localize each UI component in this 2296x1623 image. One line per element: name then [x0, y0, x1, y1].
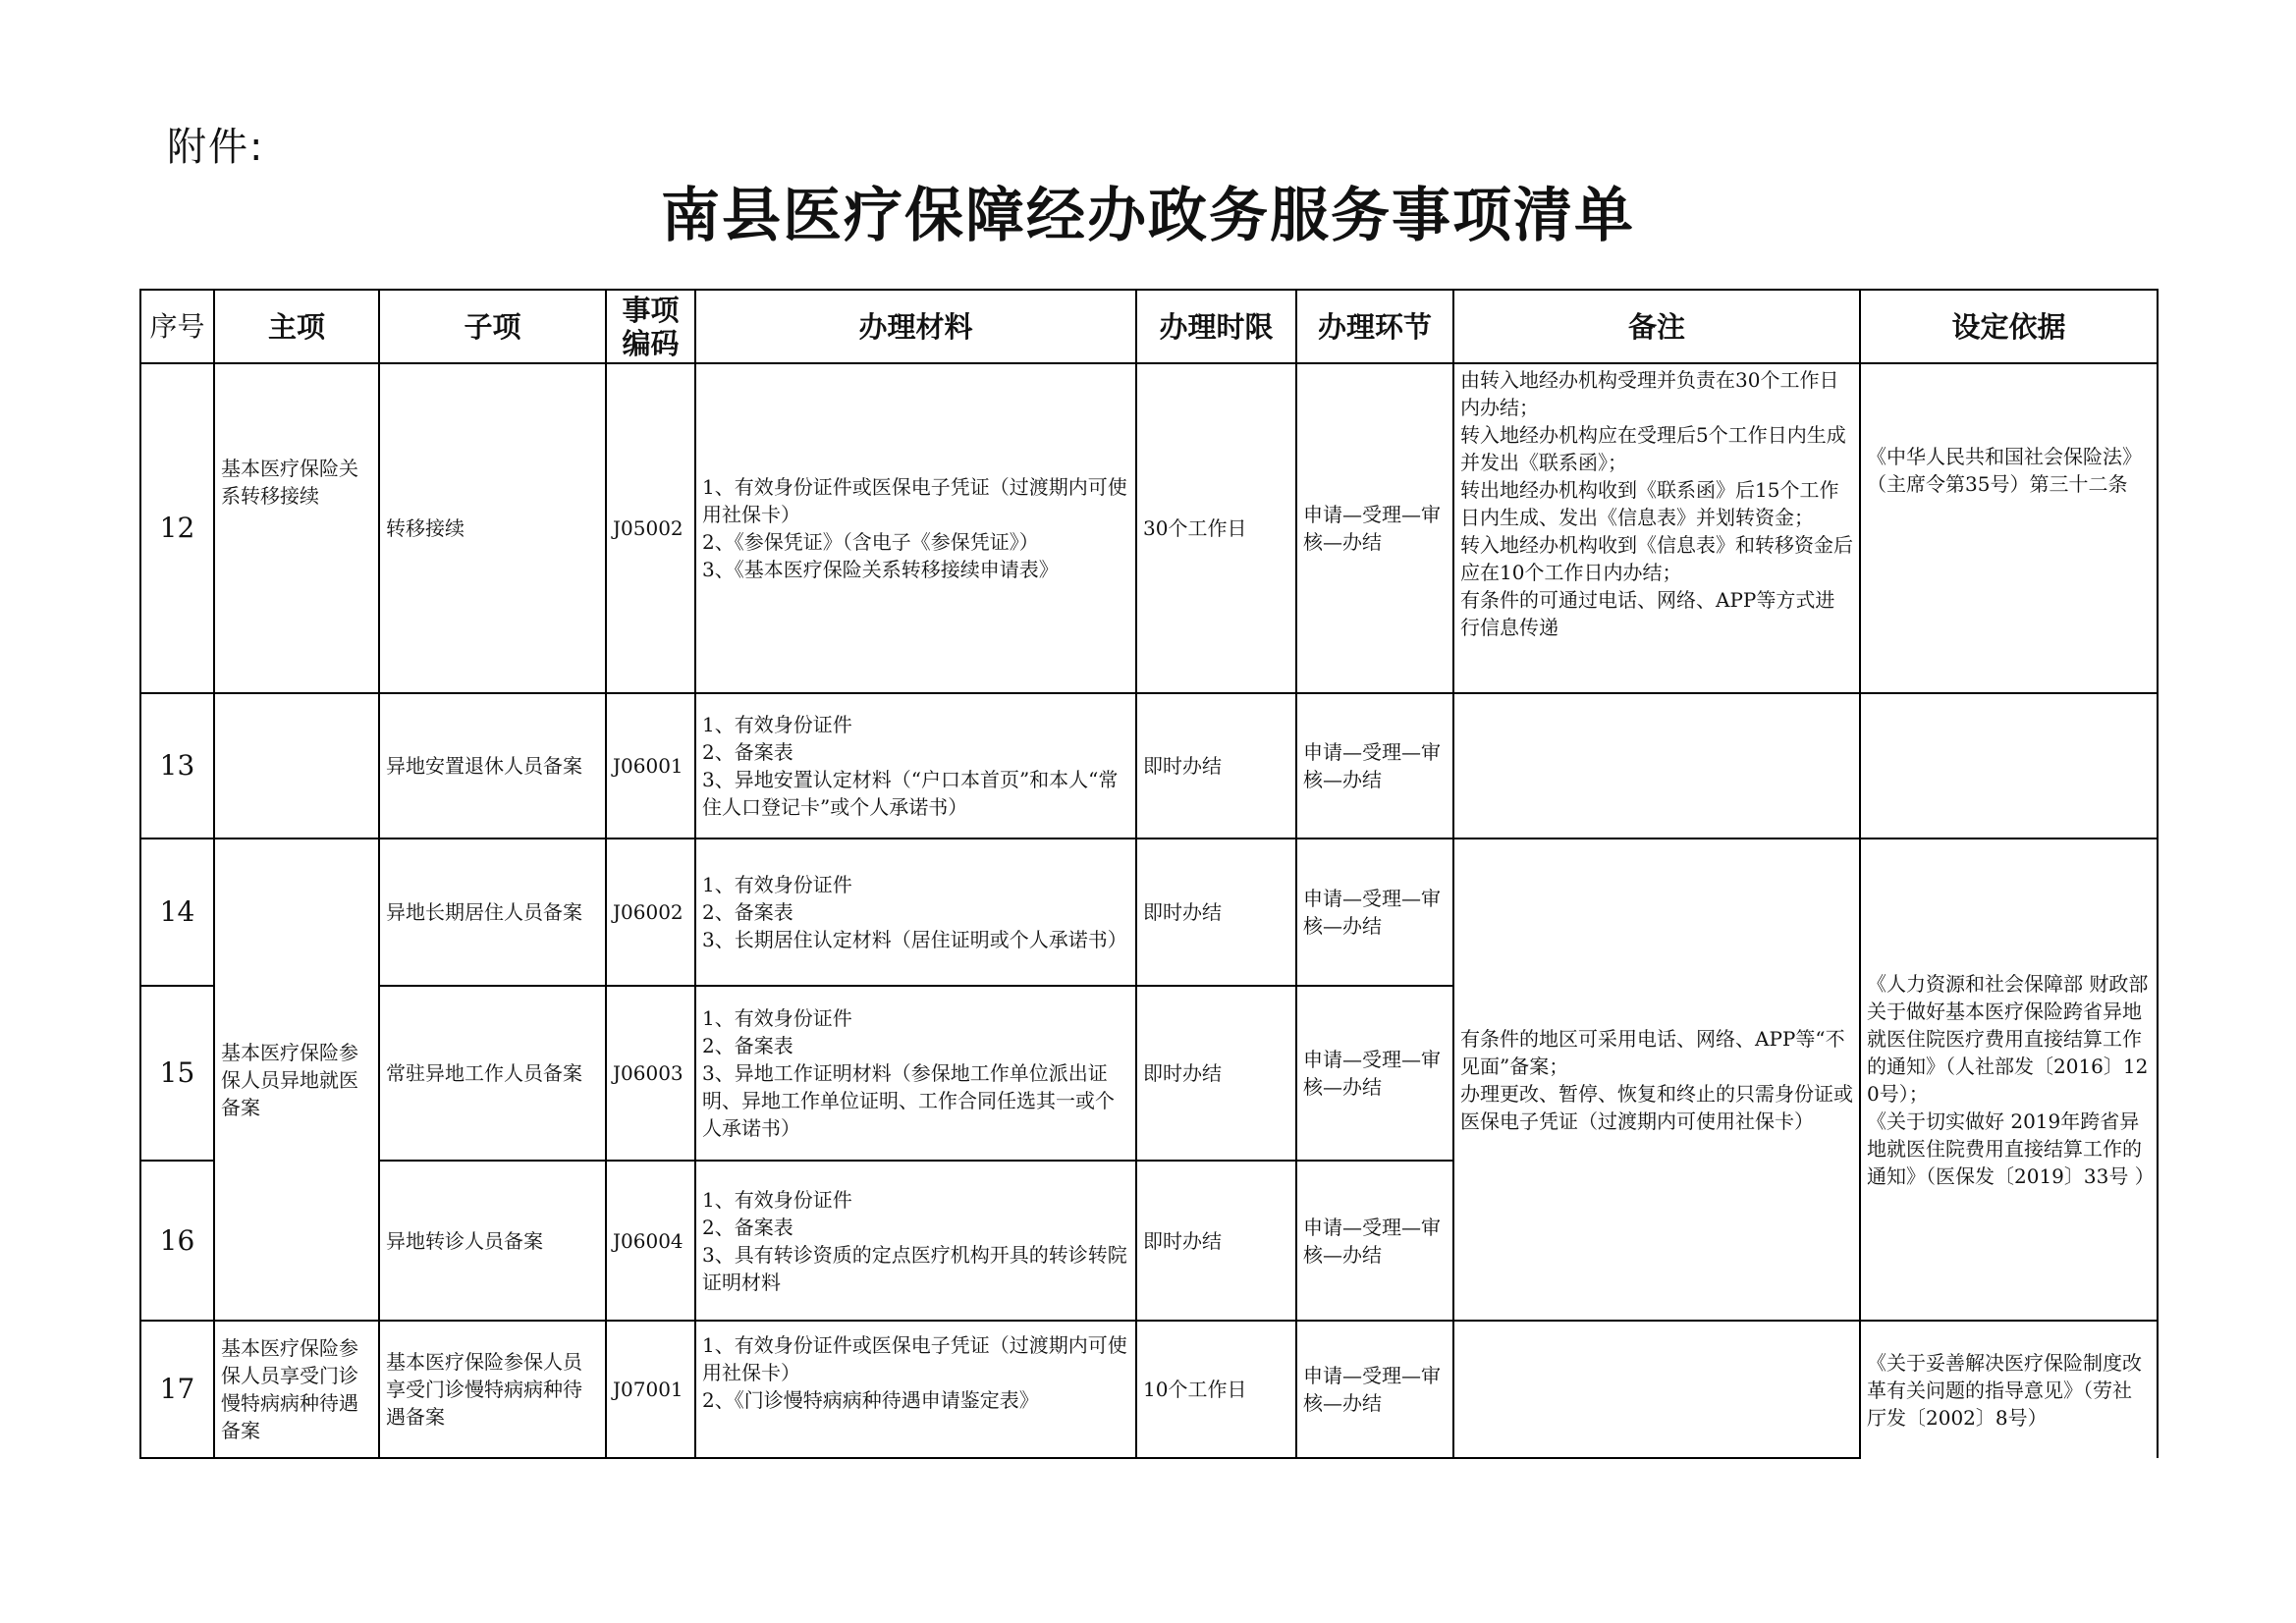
header-seq: 序号: [140, 290, 214, 363]
row-code: J06002: [606, 839, 695, 986]
row-materials: 1、有效身份证件 2、备案表 3、异地工作证明材料（参保地工作单位派出证明、异地工作单位证明、工作合同任选其一或个人承诺书）: [695, 986, 1136, 1161]
row-main-item: [214, 693, 379, 839]
row-seq: 13: [140, 693, 214, 839]
row-code: J06003: [606, 986, 695, 1161]
page-title: 南县医疗保障经办政务服务事项清单: [661, 182, 1635, 250]
row-sub-item: 异地长期居住人员备案: [379, 839, 606, 986]
row-process: 申请—受理—审核—办结: [1296, 839, 1453, 986]
row-seq: 15: [140, 986, 214, 1161]
row-main-item: 基本医疗保险关系转移接续: [214, 363, 379, 693]
group-basis: 《人力资源和社会保障部 财政部关于做好基本医疗保险跨省异地就医住院医疗费用直接结算工作的通知》（人社部发〔2016〕120号）； 《关于切实做好 2019年跨省异地就医住院费用直接结算工作的通知》（医保发〔2019〕33号 ）: [1860, 839, 2158, 1321]
row-seq: 16: [140, 1161, 214, 1321]
group-remarks: 有条件的地区可采用电话、网络、APP等“不见面”备案； 办理更改、暂停、恢复和终止的只需身份证或医保电子凭证（过渡期内可使用社保卡）: [1453, 839, 1860, 1321]
header-time-limit: 办理时限: [1136, 290, 1296, 363]
row-time-limit: 即时办结: [1136, 1161, 1296, 1321]
row-process: 申请—受理—审核—办结: [1296, 1161, 1453, 1321]
table-row: [140, 363, 2158, 693]
row-process: 申请—受理—审核—办结: [1296, 363, 1453, 693]
row-time-limit: 10个工作日: [1136, 1321, 1296, 1458]
attachment-label: 附件:: [167, 125, 265, 170]
header-materials: 办理材料: [695, 290, 1136, 363]
header-main-item: 主项: [214, 290, 379, 363]
row-sub-item: 常驻异地工作人员备案: [379, 986, 606, 1161]
row-code: J05002: [606, 363, 695, 693]
header-basis: 设定依据: [1860, 290, 2158, 363]
row-remarks: 由转入地经办机构受理并负责在30个工作日内办结； 转入地经办机构应在受理后5个工作日内生成并发出《联系函》； 转出地经办机构收到《联系函》后15个工作日内生成、发出《信息表》并划转资金； 转入地经办机构收到《信息表》和转移资金后应在10个工作日内办结； 有条件的可通过电话、网络、APP等方式进行信息传递: [1453, 363, 1860, 693]
row-materials: 1、有效身份证件或医保电子凭证（过渡期内可使用社保卡） 2、《参保凭证》（含电子《参保凭证》） 3、《基本医疗保险关系转移接续申请表》: [695, 363, 1136, 693]
row-sub-item: 异地转诊人员备案: [379, 1161, 606, 1321]
header-process: 办理环节: [1296, 290, 1453, 363]
row-process: 申请—受理—审核—办结: [1296, 986, 1453, 1161]
row-time-limit: 即时办结: [1136, 693, 1296, 839]
row-code: J07001: [606, 1321, 695, 1458]
header-code: 事项编码: [606, 290, 695, 363]
table-row: [140, 693, 2158, 839]
table-row: [140, 1321, 2158, 1458]
row-basis: 《中华人民共和国社会保险法》（主席令第35号）第三十二条: [1860, 363, 2158, 693]
row-basis: [1860, 693, 2158, 839]
row-seq: 12: [140, 363, 214, 693]
row-sub-item: 异地安置退休人员备案: [379, 693, 606, 839]
row-code: J06001: [606, 693, 695, 839]
row-remarks: [1453, 1321, 1860, 1458]
row-materials: 1、有效身份证件 2、备案表 3、长期居住认定材料（居住证明或个人承诺书）: [695, 839, 1136, 986]
group-main-item: 基本医疗保险参保人员异地就医备案: [214, 839, 379, 1321]
row-process: 申请—受理—审核—办结: [1296, 1321, 1453, 1458]
row-code: J06004: [606, 1161, 695, 1321]
row-time-limit: 即时办结: [1136, 839, 1296, 986]
row-materials: 1、有效身份证件或医保电子凭证（过渡期内可使用社保卡） 2、《门诊慢特病病种待遇申请鉴定表》: [695, 1321, 1136, 1458]
header-sub-item: 子项: [379, 290, 606, 363]
row-time-limit: 30个工作日: [1136, 363, 1296, 693]
row-seq: 14: [140, 839, 214, 986]
row-sub-item: 转移接续: [379, 363, 606, 693]
row-seq: 17: [140, 1321, 214, 1458]
service-items-table: [139, 289, 2159, 1459]
row-main-item: 基本医疗保险参保人员享受门诊慢特病病种待遇备案: [214, 1321, 379, 1458]
row-sub-item: 基本医疗保险参保人员享受门诊慢特病病种待遇备案: [379, 1321, 606, 1458]
row-materials: 1、有效身份证件 2、备案表 3、具有转诊资质的定点医疗机构开具的转诊转院证明材料: [695, 1161, 1136, 1321]
header-remarks: 备注: [1453, 290, 1860, 363]
row-basis: 《关于妥善解决医疗保险制度改革有关问题的指导意见》（劳社厅发〔2002〕8号）: [1860, 1321, 2158, 1458]
table-row: [140, 839, 2158, 986]
row-process: 申请—受理—审核—办结: [1296, 693, 1453, 839]
row-remarks: [1453, 693, 1860, 839]
table-header-row: [140, 290, 2158, 363]
row-materials: 1、有效身份证件 2、备案表 3、异地安置认定材料（“户口本首页”和本人“常住人口登记卡”或个人承诺书）: [695, 693, 1136, 839]
row-time-limit: 即时办结: [1136, 986, 1296, 1161]
